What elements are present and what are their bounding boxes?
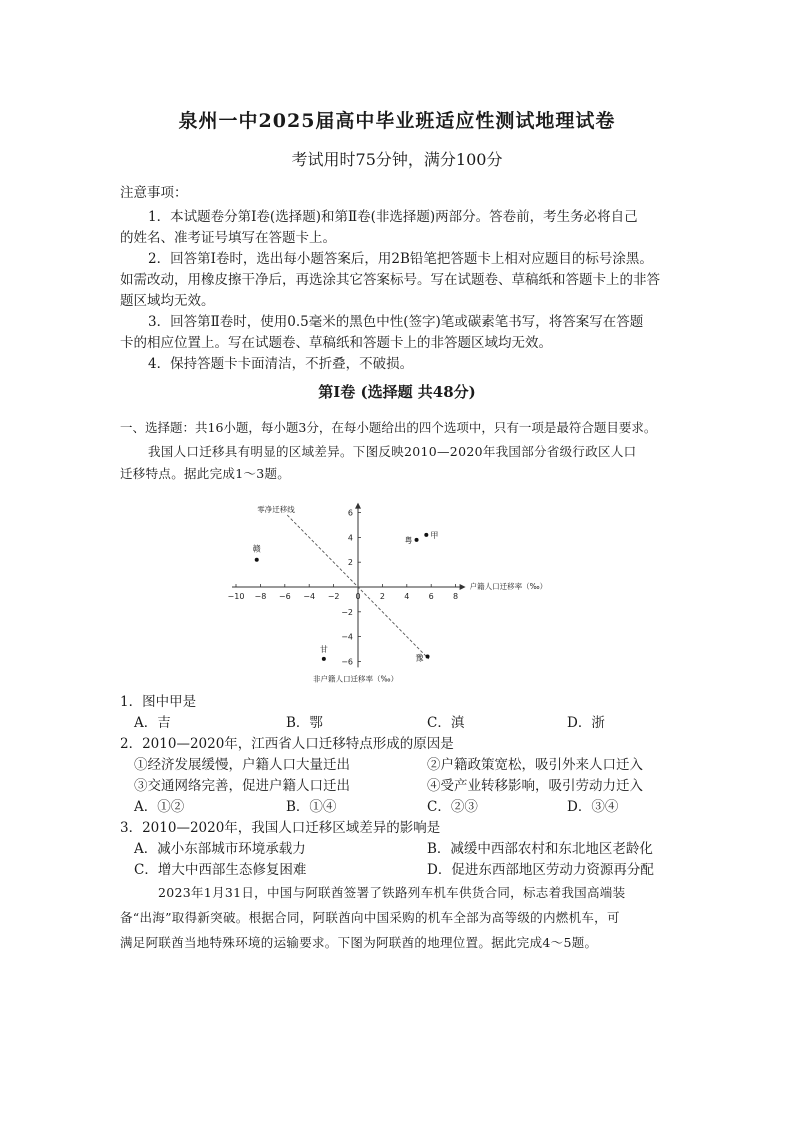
data-point-label: 豫 — [415, 653, 424, 663]
section-1-title: 第Ⅰ卷 (选择题 共48分) — [318, 383, 476, 401]
q2-statement-4: ④受产业转移影响，吸引劳动力迁入 — [427, 778, 643, 794]
y-tick-label: 6 — [347, 508, 353, 518]
x-tick-label: 0 — [355, 592, 361, 601]
q2-statement-1: ①经济发展缓慢，户籍人口大量迁出 — [134, 757, 350, 773]
zero-net-migration-label: 零净迁移线 — [257, 505, 295, 515]
q2-option-c: C．②③ — [427, 799, 478, 815]
passage-1-line-2: 迁移特点。据此完成1～3题。 — [120, 466, 291, 481]
passage-2-line-3: 满足阿联酋当地特殊环境的运输要求。下图为阿联酋的地理位置。据此完成4～5题。 — [120, 935, 598, 950]
y-axis-label: 非户籍人口迁移率（‰） — [313, 674, 399, 684]
q2-statement-3: ③交通网络完善，促进户籍人口迁出 — [134, 778, 350, 794]
x-tick-label: 6 — [428, 592, 434, 601]
q3-option-b: B．减缓中西部农村和东北地区老龄化 — [427, 841, 653, 857]
notice-item-3-line-1: 3．回答第Ⅱ卷时，使用0.5毫米的黑色中性(签字)笔或碳素笔书写，将答案写在答题 — [148, 314, 644, 330]
notice-item-4: 4．保持答题卡卡面清洁，不折叠，不破损。 — [148, 356, 414, 372]
q2-stem: 2．2010—2020年，江西省人口迁移特点形成的原因是 — [120, 736, 454, 752]
y-tick-label: −4 — [341, 632, 353, 642]
y-tick-label: −6 — [341, 657, 353, 667]
q1-option-c: C．滇 — [427, 715, 465, 731]
q2-option-a: A．①② — [134, 799, 185, 815]
x-axis-label: 户籍人口迁移率（‰） — [469, 582, 548, 591]
x-tick-label: −10 — [227, 592, 245, 601]
q3-option-d: D．促进东西部地区劳动力资源再分配 — [427, 862, 654, 878]
x-tick-label: −8 — [254, 592, 267, 601]
data-point — [415, 538, 419, 542]
q2-option-b: B．①④ — [286, 799, 337, 815]
x-tick-label: 4 — [404, 592, 410, 601]
data-point — [255, 558, 259, 562]
notice-item-2-line-1: 2．回答第Ⅰ卷时，选出每小题答案后，用2B铅笔把答题卡上相对应题目的标号涂黑。 — [148, 251, 653, 267]
data-point-label: 粤 — [404, 535, 413, 545]
y-tick-label: 4 — [347, 533, 353, 543]
notice-item-1-line-1: 1．本试题卷分第Ⅰ卷(选择题)和第Ⅱ卷(非选择题)两部分。答卷前，考生务必将自己 — [148, 209, 638, 225]
q1-option-d: D．浙 — [567, 715, 605, 731]
q1-option-b: B．鄂 — [286, 715, 323, 731]
passage-2-line-2: 备“出海”取得新突破。根据合同，阿联酋向中国采购的机车全部为高等级的内燃机车，可 — [120, 910, 620, 925]
exam-title: 泉州一中2025届高中毕业班适应性测试地理试卷 — [178, 110, 616, 132]
data-point-label: 甘 — [319, 644, 328, 654]
q3-stem: 3．2010—2020年，我国人口迁移区域差异的影响是 — [120, 820, 441, 836]
q1-stem: 1．图中甲是 — [120, 694, 197, 710]
notice-item-3-line-2: 卡的相应位置上。写在试题卷、草稿纸和答题卡上的非答题区域均无效。 — [120, 335, 552, 351]
x-tick-label: 8 — [453, 592, 459, 601]
section-instruction: 一、选择题：共16小题，每小题3分，在每小题给出的四个选项中，只有一项是最符合题目要求。 — [120, 420, 657, 435]
notice-item-2-line-2: 如需改动，用橡皮擦干净后，再选涂其它答案标号。写在试题卷、草稿纸和答题卡上的非答 — [120, 272, 660, 288]
y-axis-arrow — [355, 503, 361, 509]
data-point — [322, 657, 326, 661]
notice-item-2-line-3: 题区域均无效。 — [120, 293, 215, 309]
x-tick-label: −4 — [303, 592, 316, 601]
exam-subtitle: 考试用时75分钟，满分100分 — [291, 150, 503, 169]
x-tick-label: −2 — [327, 592, 340, 601]
y-tick-label: 2 — [347, 558, 353, 568]
q3-option-a: A．减小东部城市环境承载力 — [134, 841, 306, 857]
migration-scatter-chart — [220, 495, 548, 690]
data-point — [426, 654, 430, 658]
notice-heading: 注意事项： — [120, 185, 188, 201]
data-point-label: 赣 — [252, 544, 261, 554]
passage-2-line-1: 2023年1月31日，中国与阿联酋签署了铁路列车机车供货合同，标志着我国高端装 — [158, 885, 626, 900]
data-point — [424, 533, 428, 537]
q2-option-d: D．③④ — [567, 799, 619, 815]
x-axis-arrow — [460, 584, 466, 590]
q1-option-a: A．吉 — [134, 715, 171, 731]
q3-option-c: C．增大中西部生态修复困难 — [134, 862, 307, 878]
y-tick-label: −2 — [341, 607, 353, 617]
x-tick-label: 2 — [379, 592, 385, 601]
x-tick-label: −6 — [278, 592, 291, 601]
data-point-label: 甲 — [430, 530, 439, 540]
notice-item-1-line-2: 的姓名、准考证号填写在答题卡上。 — [120, 230, 336, 246]
passage-1-line-1: 我国人口迁移具有明显的区域差异。下图反映2010—2020年我国部分省级行政区人口 — [148, 444, 637, 459]
q2-statement-2: ②户籍政策宽松，吸引外来人口迁入 — [427, 757, 643, 773]
